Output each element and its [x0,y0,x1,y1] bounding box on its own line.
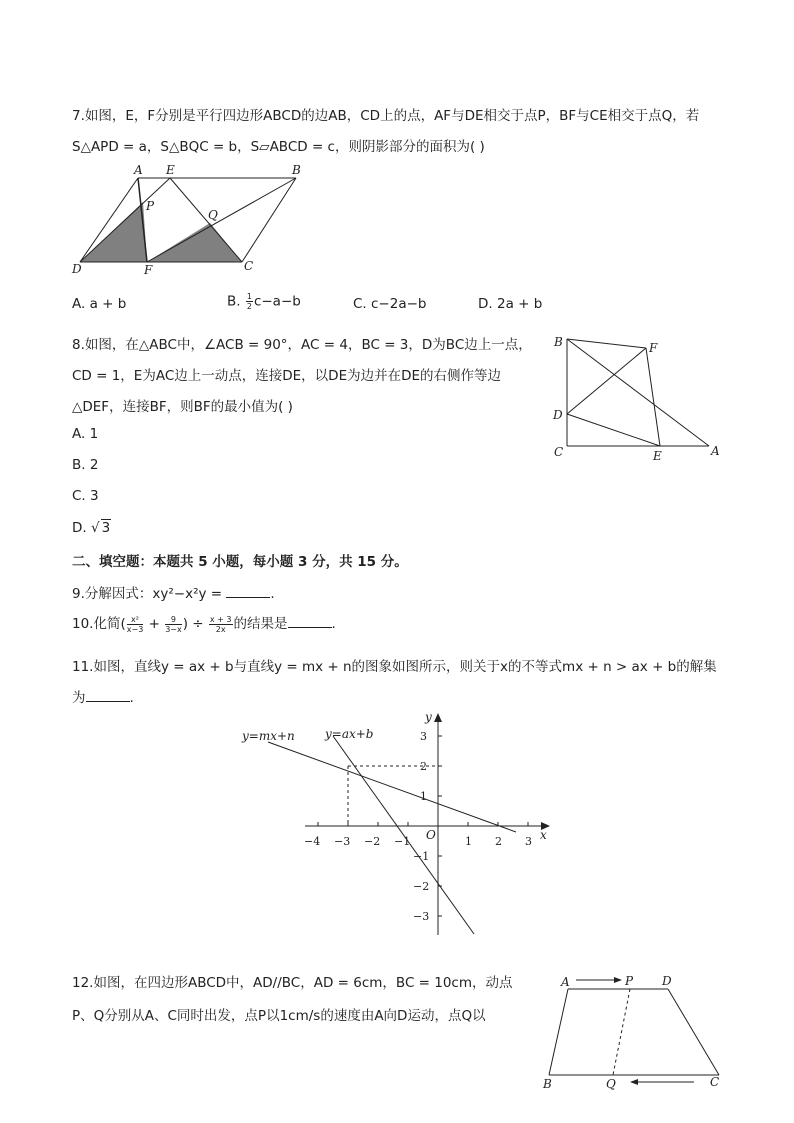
q11-y-arrow [434,713,442,722]
q7-label-p: P [146,199,155,213]
q11-y-tick-1: 1 [420,790,427,803]
q11-y-tick-3: 3 [420,730,427,743]
q10-f3-den: 2x [215,624,226,634]
q8-option-a[interactable]: A. 1 [72,426,99,442]
q10-suffix: 的结果是 [233,616,288,632]
q10-prefix: 10.化简( [72,616,126,632]
q9-period: . [270,586,275,602]
q10-f1-num: x² [127,615,144,625]
q10-plus: + [148,616,160,632]
q12-segment-pq [613,989,630,1075]
q11-line2-period: . [129,690,134,706]
q12-label-d: D [662,974,672,988]
q12-line1: 12.如图，在四边形ABCD中，AD//BC，AD = 6cm，BC = 10cm，动点 [72,975,513,991]
q12-label-q: Q [606,1077,616,1091]
q12-label-b: B [543,1077,552,1091]
q8-label-d: D [553,408,563,422]
q12-label-a: A [561,975,570,989]
q12-edge-ab [549,989,568,1075]
q11-line1: 11.如图，直线y = ax + b与直线y = mx + n的图象如图所示，则关于x的不等式mx + n > ax + b的解集 [72,659,717,675]
q10-f2-den: 3−x [165,624,182,634]
q8-option-b[interactable]: B. 2 [72,457,99,473]
q7-label-d: D [72,262,82,276]
q7-option-b-num: 1 [246,292,252,301]
q7-label-a: A [134,163,143,177]
q11-x-tick-3: 3 [525,835,532,848]
q12-line2: P、Q分别从A、C同时出发，点P以1cm/s的速度由A向D运动，点Q以 [72,1008,486,1024]
q10-divide: ) ÷ [182,616,204,632]
q7-option-c[interactable]: C. c−2a−b [353,296,427,312]
q10-f2-num: 9 [165,615,182,625]
q8-line2: CD = 1，E为AC边上一动点，连接DE，以DE为边并在DE的右侧作等边 [72,368,502,384]
q8-line1: 8.如图，在△ABC中，∠ACB = 90°，AC = 4，BC = 3，D为BC边上一点， [72,337,532,353]
q8-option-d-radicand: 3 [101,520,111,536]
q7-label-c: C [244,259,254,273]
q10-f1-den: x−3 [126,624,144,634]
q7-label-b: B [292,163,301,177]
q7-label-f: F [144,263,153,277]
q10-period: . [331,616,336,632]
q12-edge-dc [668,989,719,1075]
q8-option-d-radical: √ [90,520,100,536]
q8-option-d-prefix: D. [72,520,91,536]
q11-x-tick-neg2: −2 [364,835,381,848]
q7-option-b-prefix: B. [227,293,245,310]
q9-text: 9.分解因式：xy²−x²y = [72,586,227,602]
q8-line3: △DEF，连接BF，则BF的最小值为( ) [72,399,293,415]
q7-option-a[interactable]: A. a + b [72,296,127,312]
q11-x-tick-neg1: −1 [394,835,411,848]
q12-arrow-q-head [630,1079,638,1085]
q12-label-p: P [625,974,634,988]
q11-x-tick-1: 1 [465,835,472,848]
q11-label-ax-b: y=ax+b [325,727,374,741]
q11-line2-prefix: 为 [72,690,86,706]
q7-label-e: E [166,163,175,177]
q11-label-mx-n: y=mx+n [242,729,295,743]
q7-line1: 7.如图，E，F分别是平行四边形ABCD的边AB，CD上的点，AF与DE相交于点P，BF与CE相交于点Q，若 [72,108,700,124]
q11-x-axis-label: x [540,828,547,842]
q7-label-q: Q [208,208,218,222]
q7-option-d[interactable]: D. 2a + b [478,296,543,312]
q7-line2: S△APD = a，S△BQC = b，S▱ABCD = c，则阴影部分的面积为( ) [72,139,485,155]
q11-x-tick-2: 2 [495,835,502,848]
q7-option-b-den: 2 [246,302,252,311]
q8-label-c: C [554,445,564,459]
q11-y-tick-neg1: −1 [413,850,430,863]
q11-y-tick-2: 2 [420,760,427,773]
q7-option-b-suffix: c−a−b [253,293,301,310]
q8-option-c[interactable]: C. 3 [72,488,99,504]
q11-y-axis-label: y [425,710,432,724]
q11-y-tick-neg3: −3 [413,910,430,923]
q11-x-tick-neg4: −4 [304,835,321,848]
q12-arrow-p-head [614,977,622,983]
q10-f3-num: x + 3 [209,614,232,624]
q8-label-b: B [554,335,563,349]
q8-label-a: A [711,444,720,458]
q12-label-c: C [710,1075,720,1089]
q8-label-f: F [649,341,658,355]
q12-figure [540,970,730,1095]
q11-y-tick-neg2: −2 [413,880,430,893]
q11-x-tick-neg3: −3 [334,835,351,848]
q8-label-e: E [653,449,662,463]
section-2-heading: 二、填空题：本题共 5 小题，每小题 3 分，共 15 分。 [72,554,408,570]
q11-origin-label: O [426,828,436,842]
